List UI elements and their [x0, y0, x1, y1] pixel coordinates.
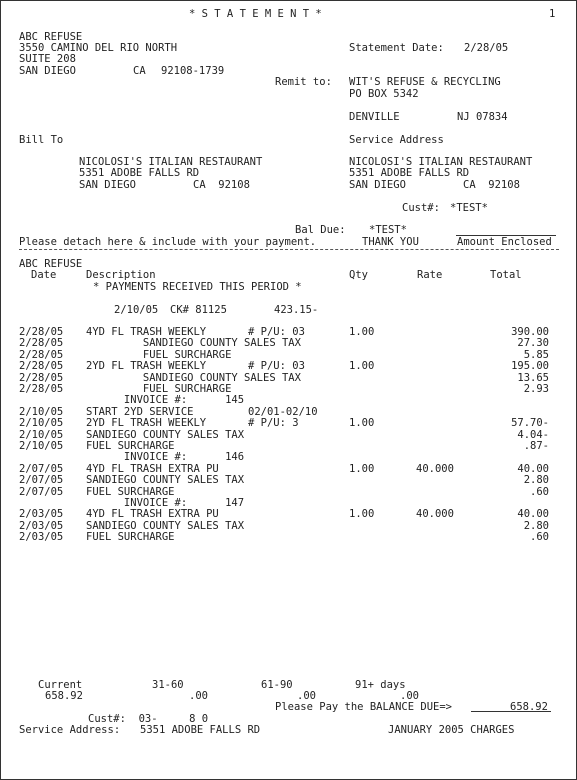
line-rate: 40.000 [416, 462, 454, 475]
bill-to-state-zip: CA 92108 [193, 179, 250, 191]
payment-amount: 423.15- [274, 304, 319, 316]
aging-value-31-60: .00 [189, 690, 208, 702]
sender-name: ABC REFUSE [19, 31, 83, 43]
bill-to-name: NICOLOSI'S ITALIAN RESTAURANT [79, 156, 263, 168]
balance-due-underline [471, 711, 551, 712]
line-date: 2/28/05 [19, 337, 64, 350]
line-desc: 4YD FL TRASH EXTRA PU [86, 508, 219, 521]
service-state-zip: CA 92108 [463, 179, 520, 191]
line-pu: # P/U: 3 [248, 417, 299, 430]
sender-zip: 92108-1739 [161, 65, 225, 77]
sender-address1: 3550 CAMINO DEL RIO NORTH [19, 42, 178, 54]
statement-date-label: Statement Date: [349, 42, 444, 54]
service-address-label: Service Address [349, 134, 444, 146]
remit-pobox: PO BOX 5342 [349, 88, 419, 100]
footer-cust: Cust#: 03- 8 0 [88, 713, 209, 725]
cust-value: *TEST* [450, 202, 488, 214]
line-total: 2.93 [523, 383, 549, 395]
aging-value-61-90: .00 [297, 690, 316, 702]
line-desc: INVOICE #: 147 [86, 497, 245, 509]
amount-enclosed-label: Amount Enclosed [457, 236, 552, 248]
line-pu: 02/01-02/10 [248, 405, 318, 418]
service-city: SAN DIEGO [349, 179, 406, 191]
line-desc: FUEL SURCHARGE [86, 440, 175, 452]
service-address: 5351 ADOBE FALLS RD [349, 167, 470, 179]
line-total: 13.65 [517, 371, 549, 384]
line-date: 2/03/05 [19, 531, 64, 544]
line-total: 2.80 [523, 519, 549, 532]
line-qty: 1.00 [349, 508, 375, 521]
line-date: 2/07/05 [19, 474, 64, 487]
line-total: 390.00 [511, 326, 549, 338]
statement-title: * S T A T E M E N T * [189, 8, 322, 20]
col-description-header: Description [86, 269, 156, 281]
line-total: 57.70- [511, 417, 549, 430]
remit-city: DENVILLE [349, 111, 400, 123]
line-desc: 4YD FL TRASH EXTRA PU [86, 462, 219, 475]
line-pu: # P/U: 03 [248, 326, 305, 338]
line-qty: 1.00 [349, 462, 375, 475]
detach-dashed-line [19, 249, 559, 250]
line-date: 2/03/05 [19, 519, 64, 532]
detach-instructions: Please detach here & include with your payment. [19, 236, 317, 248]
line-date: 2/10/05 [19, 405, 64, 418]
line-desc: FUEL SURCHARGE [86, 348, 232, 361]
sender-address2: SUITE 208 [19, 53, 76, 65]
line-desc: SANDIEGO COUNTY SALES TAX [86, 519, 245, 532]
line-desc: 4YD FL TRASH WEEKLY [86, 326, 207, 338]
sender-state: CA [133, 65, 146, 77]
line-total: 27.30 [517, 337, 549, 350]
aging-label-31-60: 31-60 [152, 679, 184, 691]
line-total: 40.00 [517, 508, 549, 521]
line-qty: 1.00 [349, 326, 375, 338]
line-pu: # P/U: 03 [248, 360, 305, 373]
remit-state-zip: NJ 07834 [457, 111, 508, 123]
bal-due-label: Bal Due: [295, 224, 346, 236]
line-desc: SANDIEGO COUNTY SALES TAX [86, 428, 245, 441]
line-date: 2/10/05 [19, 440, 64, 452]
service-name: NICOLOSI'S ITALIAN RESTAURANT [349, 156, 533, 168]
line-desc: INVOICE #: 146 [86, 451, 245, 464]
bill-to-label: Bill To [19, 134, 64, 146]
aging-label-61-90: 61-90 [261, 679, 293, 691]
line-date: 2/07/05 [19, 462, 64, 475]
line-date: 2/28/05 [19, 371, 64, 384]
cust-label: Cust#: [402, 202, 440, 214]
balance-due-label: Please Pay the BALANCE DUE=> [275, 701, 453, 713]
aging-value-91-plus: .00 [400, 690, 419, 702]
thank-you: THANK YOU [362, 236, 419, 248]
line-date: 2/03/05 [19, 508, 64, 521]
bal-due-value: *TEST* [369, 224, 407, 236]
statement-date: 2/28/05 [464, 42, 509, 54]
payment-date: 2/10/05 [114, 304, 159, 316]
line-date: 2/28/05 [19, 360, 64, 373]
line-desc: 2YD FL TRASH WEEKLY [86, 417, 207, 430]
stub-company-name: ABC REFUSE [19, 258, 83, 270]
line-total: .60 [530, 485, 549, 498]
line-total: .87- [523, 440, 549, 452]
remit-label: Remit to: [275, 76, 332, 88]
line-total: 4.04- [517, 428, 549, 441]
bill-to-address: 5351 ADOBE FALLS RD [79, 167, 200, 179]
line-total: 5.85 [523, 348, 549, 361]
sender-city: SAN DIEGO [19, 65, 76, 77]
payment-check: CK# 81125 [170, 304, 227, 316]
balance-due-value: 658.92 [510, 701, 548, 713]
aging-label-91-plus: 91+ days [355, 679, 406, 691]
line-date: 2/28/05 [19, 348, 64, 361]
col-date-header: Date [31, 269, 57, 281]
remit-name: WIT'S REFUSE & RECYCLING [349, 76, 501, 88]
line-total: 195.00 [511, 360, 549, 373]
line-desc: FUEL SURCHARGE [86, 531, 175, 544]
aging-value-current: 658.92 [45, 690, 83, 702]
line-desc: SANDIEGO COUNTY SALES TAX [86, 337, 301, 350]
payments-header: * PAYMENTS RECEIVED THIS PERIOD * [93, 281, 302, 293]
line-date: 2/07/05 [19, 485, 64, 498]
line-date: 2/10/05 [19, 417, 64, 430]
line-total: 2.80 [523, 474, 549, 487]
footer-service-label: Service Address: [19, 724, 121, 736]
line-desc: FUEL SURCHARGE [86, 485, 175, 498]
line-date: 2/28/05 [19, 383, 64, 395]
charges-period: JANUARY 2005 CHARGES [388, 724, 515, 736]
line-total: .60 [530, 531, 549, 544]
line-desc: 2YD FL TRASH WEEKLY [86, 360, 207, 373]
line-desc: START 2YD SERVICE [86, 405, 194, 418]
line-desc: SANDIEGO COUNTY SALES TAX [86, 474, 245, 487]
line-rate: 40.000 [416, 508, 454, 521]
line-total: 40.00 [517, 462, 549, 475]
col-qty-header: Qty [349, 269, 368, 281]
line-desc: FUEL SURCHARGE [86, 383, 232, 395]
line-date: 2/28/05 [19, 326, 64, 338]
line-desc: INVOICE #: 145 [86, 394, 245, 407]
col-rate-header: Rate [417, 269, 443, 281]
bill-to-city: SAN DIEGO [79, 179, 136, 191]
col-total-header: Total [490, 269, 522, 281]
aging-label-current: Current [38, 679, 83, 691]
line-qty: 1.00 [349, 417, 375, 430]
line-desc: SANDIEGO COUNTY SALES TAX [86, 371, 301, 384]
line-date: 2/10/05 [19, 428, 64, 441]
line-qty: 1.00 [349, 360, 375, 373]
footer-service-value: 5351 ADOBE FALLS RD [140, 724, 261, 736]
page-number: 1 [549, 8, 556, 20]
